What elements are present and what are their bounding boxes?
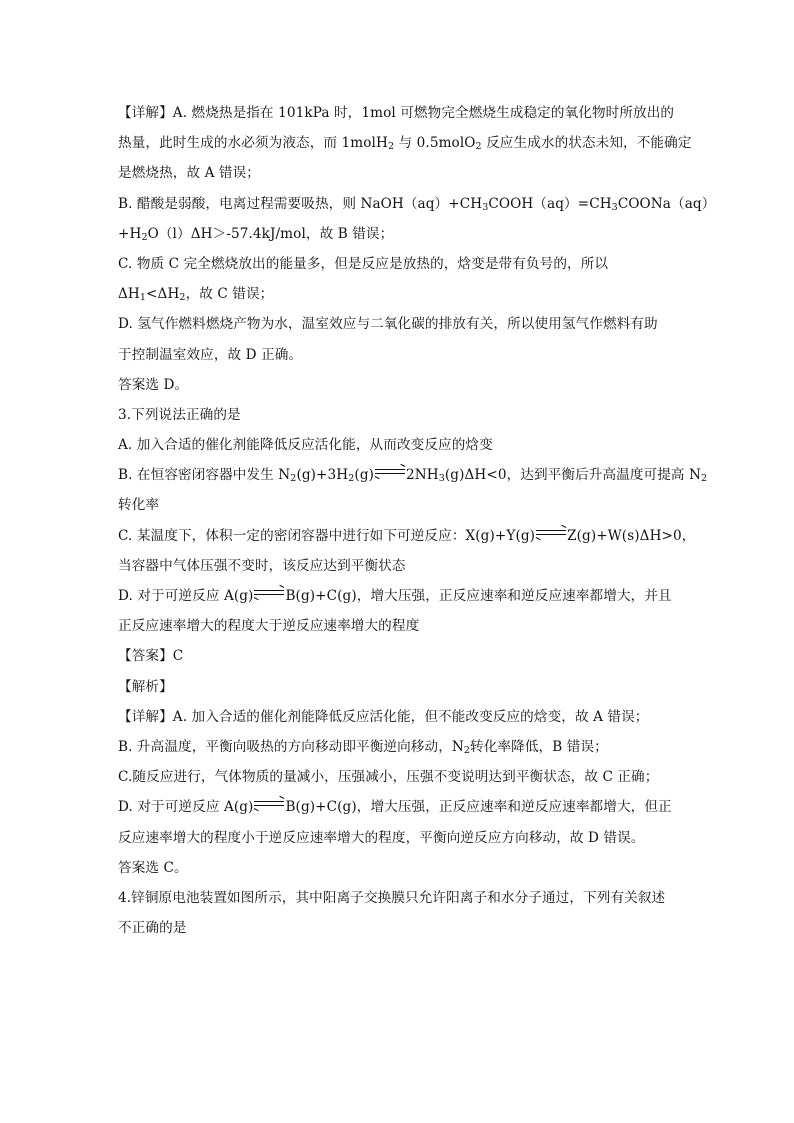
text-run: B. 在恒容密闭容器中发生 N <box>118 467 291 484</box>
subscript: 2 <box>475 141 482 153</box>
text-run: 与 0.5molO <box>394 135 476 152</box>
q3-explain-d-line2: 反应速率增大的程度小于逆反应速率增大的程度，平衡向逆反应方向移动，故 D 错误。 <box>118 829 645 846</box>
q2-explain-d-line2: 于控制温室效应，故 D 正确。 <box>118 346 303 363</box>
q3-stem: 3.下列说法正确的是 <box>118 406 241 423</box>
text-run: D. 对于可逆反应 A(g) <box>118 588 254 604</box>
q3-explain-a: 【详解】A. 加入合适的催化剂能降低反应活化能，但不能改变反应的焓变，故 A 错误； <box>118 708 649 725</box>
q3-analysis-label: 【解析】 <box>118 678 173 695</box>
q2-explain-b-line2 <box>118 219 684 249</box>
q4-stem-line1: 4.锌铜原电池装置如图所示，其中阳离子交换膜只允许阳离子和水分子通过，下列有关叙述 <box>118 889 666 906</box>
text-run: (g)+3H <box>296 467 349 484</box>
q4-stem-line2: 不正确的是 <box>118 920 187 937</box>
q3-option-c-line1 <box>118 521 696 551</box>
subscript: 3 <box>482 201 489 213</box>
document-body <box>118 98 716 943</box>
text-run: 热量，此时生成的水必须为液态，而 1molH <box>118 135 388 152</box>
text-run: O（l）ΔH＞-57.4kJ/mol，故 B 错误； <box>147 225 394 242</box>
q2-explain-c-line2 <box>118 279 684 309</box>
text-run: B(g)+C(g)，增大压强，正反应速率和逆反应速率都增大，但正 <box>285 799 672 816</box>
text-run: COOH（aq）=CH <box>488 195 612 212</box>
q2-explain-a-line1: 【详解】A. 燃烧热是指在 101kPa 时，1mol 可燃物完全燃烧生成稳定的氧化物时所放出的 <box>118 105 675 121</box>
subscript: 2 <box>348 473 355 485</box>
q3-answer: 答案选 C。 <box>118 859 188 876</box>
subscript: 2 <box>463 744 471 756</box>
subscript: 2 <box>179 292 186 304</box>
subscript: 2 <box>141 231 148 243</box>
text-run: (g) <box>354 467 375 484</box>
subscript: 2 <box>701 473 708 485</box>
text-run: C. 某温度下，体积一定的密闭容器中进行如下可逆反应：X(g)+Y(g) <box>118 527 536 544</box>
q2-explain-a-line2 <box>118 128 692 158</box>
text-run: (g)ΔH<0，达到平衡后升高温度可提高 N <box>444 467 702 484</box>
q2-explain-c-line1: C. 物质 C 完全燃烧放出的能量多，但是反应是放热的，焓变是带有负号的，所以 <box>118 255 609 272</box>
q3-option-d-line1 <box>118 581 684 611</box>
text-run: <ΔH <box>146 286 180 303</box>
q3-answer-label: 【答案】C <box>118 648 184 665</box>
text-run: ΔH <box>118 286 140 303</box>
subscript: 3 <box>438 473 445 485</box>
reversible-arrow-icon <box>254 588 284 598</box>
subscript: 1 <box>139 292 147 304</box>
q2-explain-a-line3: 是燃烧热，故 A 错误； <box>118 165 261 182</box>
text-run: +H <box>118 225 142 242</box>
subscript: 2 <box>387 141 395 153</box>
text-run: 2NH <box>406 467 439 484</box>
text-run: COONa（aq） <box>617 195 716 212</box>
q2-answer: 答案选 D。 <box>118 376 189 393</box>
q3-explain-b <box>118 732 684 762</box>
q3-option-d-line2: 正反应速率增大的程度大于逆反应速率增大的程度 <box>118 618 420 635</box>
q3-option-b-line2: 转化率 <box>118 497 160 514</box>
text-run: Z(g)+W(s)ΔH>0， <box>567 527 696 544</box>
reversible-arrow-icon <box>536 528 566 538</box>
subscript: 3 <box>611 201 618 213</box>
text-run: 反应生成水的状态未知，不能确定 <box>481 135 692 152</box>
text-run: B. 醋酸是弱酸，电离过程需要吸热，则 NaOH（aq）+CH <box>118 195 483 212</box>
text-run: ，故 C 错误； <box>185 286 274 303</box>
q2-explain-d-line1: D. 氢气作燃料燃烧产物为水，温室效应与二氧化碳的排放有关，所以使用氢气作燃料有助 <box>118 316 658 333</box>
q3-option-a: A. 加入合适的催化剂能降低反应活化能，从而改变反应的焓变 <box>118 437 493 454</box>
reversible-arrow-icon <box>254 799 284 809</box>
text-run: 转化率降低，B 错误； <box>470 738 608 755</box>
q3-option-c-line2: 当容器中气体压强不变时，该反应达到平衡状态 <box>118 557 406 574</box>
q3-explain-d-line1 <box>118 792 684 822</box>
subscript: 2 <box>290 473 297 485</box>
q3-explain-c: C.随反应进行，气体物质的量减小，压强减小，压强不变说明达到平衡状态，故 C 正确； <box>118 769 659 786</box>
reversible-arrow-icon <box>375 467 405 477</box>
text-run: D. 对于可逆反应 A(g) <box>118 799 254 816</box>
text-run: B(g)+C(g)，增大压强，正反应速率和逆反应速率都增大，并且 <box>285 588 672 604</box>
text-run: B. 升高温度，平衡向吸热的方向移动即平衡逆向移动，N <box>118 738 464 755</box>
q3-option-b-line1 <box>118 460 708 490</box>
q2-explain-b-line1 <box>118 189 716 219</box>
